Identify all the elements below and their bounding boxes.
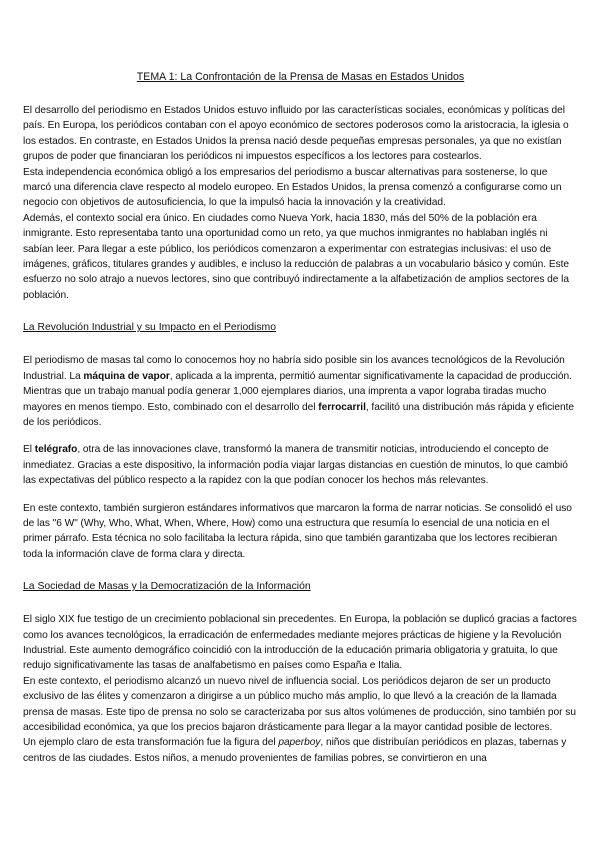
paragraph: En este contexto, el periodismo alcanzó un nuevo nivel de influencia social. Los periódicos dejaron de ser un producto exclusivo de las élites y comenzaron a dirigirse a un público mucho más amplio, lo que llevó a la creación de la llamada prensa de masas. Este tipo de prensa no solo se caracterizaba por sus altos volúmenes de producción, sino también por su accesibilidad económica, ya que los precios bajaron drásticamente para llegar a la mayor cantidad posible de lectores. [23, 675, 576, 733]
page-title: TEMA 1: La Confrontación de la Prensa de Masas en Estados Unidos [136, 71, 465, 83]
bold-term: máquina de vapor [83, 370, 170, 382]
paragraph: El siglo XIX fue testigo de un crecimiento poblacional sin precedentes. En Europa, la población se duplicó gracias a factores como los avances tecnológicos, la erradicación de enfermedades mediante mejores prácticas de higiene y la Revolución Industrial. Este aumento demográfico coincidió con la introducción de la educación primaria obligatoria y gratuita, lo que redujo significativamente las tasas de analfabetismo en países como España e Italia. [23, 614, 577, 672]
bold-term: ferrocarril [318, 401, 366, 413]
paragraph: El periodismo de masas tal como lo conocemos hoy no habría sido posible sin los avances tecnológicos de la Revolución Industrial. La máquina de vapor, aplicada a la imprenta, permitió aumentar significativamente la capacidad de producción. Mientras que un trabajo manual podía generar 1,000 ejemplares diarios, una imprenta a vapor lograba tiradas mucho mayores en menos tiempo. Esto, combinado con el desarrollo del ferrocarril, facilitó una distribución más rápida y eficiente de los periódicos. [23, 355, 575, 428]
paragraph: Esta independencia económica obligó a los empresarios del periodismo a buscar alternativas para sostenerse, lo que marcó una diferencia clave respecto al modelo europeo. En Estados Unidos, la prensa comenzó a configurarse como un negocio con objetivos de autosuficiencia, lo que la impulsó hacia la innovación y la creatividad. [23, 166, 562, 209]
paragraph: Un ejemplo claro de esta transformación fue la figura del paperboy, niños que distribuían periódicos en plazas, tabernas y centros de las ciudades. Estos niños, a menudo provenientes de familias pobres, se convirtieron en una [23, 737, 567, 764]
paragraph: Además, el contexto social era único. En ciudades como Nueva York, hacia 1830, más del 50% de la población era inmigrante. Esto representaba tanto una oportunidad como un reto, ya que muchos inmigrantes no hablaban inglés ni sabían leer. Para llegar a este público, los periódicos comenzaron a experimentar con estrategias inclusivas: el uso de imágenes, gráficos, titulares grandes y audibles, e incluso la reducción de palabras a un vocabulario básico y común. Este esfuerzo no solo atrajo a nuevos lectores, sino que contribuyó indirectamente a la alfabetización de amplios sectores de la población. [23, 212, 570, 301]
paragraph: El desarrollo del periodismo en Estados Unidos estuvo influido por las características sociales, económicas y políticas del país. En Europa, los periódicos contaban con el apoyo económico de sectores poderosos como la aristocracia, la iglesia o los estados. En contraste, en Estados Unidos la prensa nació desde pequeñas empresas personales, ya que no existían grupos de poder que financiaran los periódicos ni impuestos específicos a los lectores para costearlos. [23, 105, 569, 163]
italic-term: paperboy [278, 737, 321, 749]
section-heading: La Revolución Industrial y su Impacto en el Periodismo [23, 322, 276, 334]
paragraph: El telégrafo, otra de las innovaciones clave, transformó la manera de transmitir noticias, introduciendo el concepto de inmediatez. Gracias a este dispositivo, la información podía viajar largas distancias en cuestión de minutos, lo que cambió las expectativas del público respecto a la rapidez con la que podían conocer los hechos más relevantes. [23, 444, 568, 487]
section-heading: La Sociedad de Masas y la Democratización de la Información [23, 581, 311, 593]
bold-term: telégrafo [34, 444, 78, 456]
paragraph: En este contexto, también surgieron estándares informativos que marcaron la forma de narrar noticias. Se consolidó el uso de las "6 W" (Why, Who, What, When, Where, How) como una estructura que resumía lo esencial de una noticia en el primer párrafo. Esta técnica no solo facilitaba la lectura rápida, sino que también garantizaba que los lectores recibieran toda la información clave de forma clara y directa. [23, 502, 572, 560]
